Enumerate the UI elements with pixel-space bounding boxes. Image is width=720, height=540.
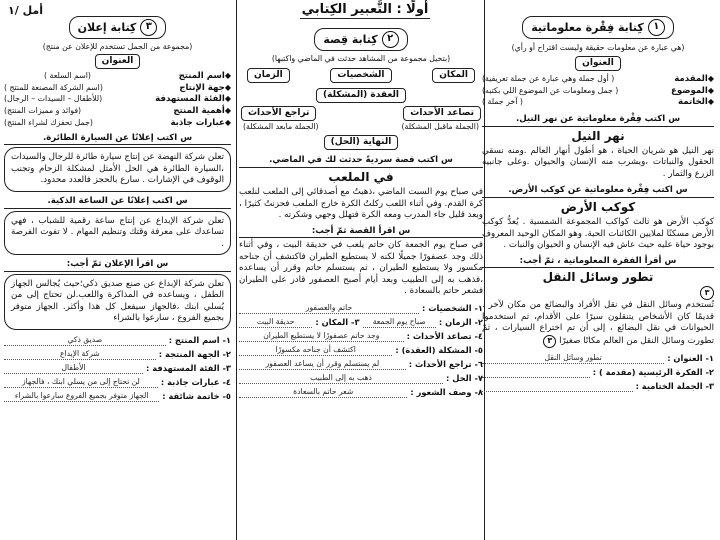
address-box: العنوان — [575, 56, 621, 71]
falling-note: (الجملة مابعد المشكلة) — [243, 122, 319, 132]
part-desc-producer: (اسم الشركة المصنعة للمنتج ) — [4, 82, 103, 92]
answer-label: ٢- الزمان : — [438, 317, 483, 328]
answer-label: ١- العنوان : — [667, 353, 714, 364]
info-paragraph-column — [478, 0, 720, 540]
read-story-paragraph: في صباح يوم الجمعة كان حاتم يلعب في حديقة البيت ، وفي أثناء ذلك وجد عصفورًا جميلًا لكنه لا يستطيع الطيران فاكتشف أن جناحه مكسور ولا يستطيع الطيران ، ثم يستسلم حاتم وقرر أن يساعده ،فذهب به إلى الطبيب وبعد أيام أصبح العصفور قادر على الطيران فشعر حاتم بالسعادة . — [239, 240, 483, 297]
story-ending: النهاية (الحل) — [324, 135, 399, 150]
answer-field[interactable]: صباح يوم الجمعة — [363, 317, 436, 328]
answer-field[interactable]: لن تحتاج إلى من يسلي ابنك ، فالجهاز — [4, 377, 158, 388]
section-number: ٢ — [382, 31, 399, 48]
flying-car-ad: تعلن شركة النهضة عن إنتاج سيارة طائرة للرجال والسيدات ،السيارة الطائرة هي الحل الأمثل لمشكلة الزحام وتجنب الوقوف في الإشارات . سارع بالحجز فالعدد محدود. — [4, 147, 231, 191]
answer-label: ٥- خاتمة شائقة : — [162, 391, 231, 402]
part-label-product: ◆اسم المنتج — [178, 70, 231, 81]
answer-label: ٦- تراجع الأحداث : — [408, 359, 483, 370]
answer-field[interactable]: الأطفال — [4, 363, 143, 374]
answer-field[interactable]: وجد حاتم عصفورًا لا يستطيع الطيران — [239, 331, 404, 342]
answer-field[interactable]: شعر حاتم بالسعادة — [239, 387, 407, 398]
part-desc-product: (اسم السلعة ) — [44, 70, 91, 80]
part-label-conclusion: ◆الخاتمة — [678, 97, 714, 108]
part-desc-intro: ( أول جملة وهي عبارة عن جملة تعريفية) — [482, 73, 615, 83]
question-smartwatch: س اكتب إعلانًا عن الساعة الذكية. — [4, 196, 231, 209]
earth-heading: كوكب الأرض — [560, 200, 636, 215]
question-story: س اكتب قصة سرديةً حدثت لك في الماضي. — [239, 155, 483, 168]
question-read-ad: س اقرأ الإعلان ثمّ أجب: — [4, 259, 231, 272]
answer-label: ٣- الجملة الختامية : — [635, 381, 714, 392]
part-desc-topic: ( جمل ومعلومات عن الموضوع اللي بكتبه) — [482, 85, 619, 95]
rising-note: (الجملة ماقبل المشكلة) — [401, 122, 479, 132]
smartwatch-ad: تعلن شركة الإبداع عن إنتاج ساعة رقمية للشباب ، فهي تساعدك على معرفة وقتك وتنظيم المهام . لا تفوت الفرصة . — [4, 211, 231, 255]
part-label-intro: ◆المقدمة — [674, 73, 714, 84]
story-knot: العقدة (المشكلة) — [316, 88, 406, 103]
element-time: الزمان — [247, 68, 290, 83]
transport-end-marker: ٣ — [543, 335, 556, 348]
answer-label: ٤- عبارات جاذبة : — [160, 377, 231, 388]
part-desc-phrases: (جمل تحفزك لشراء المنتج) — [4, 117, 93, 127]
corner-label: أمل /١ — [8, 4, 43, 17]
section-number: ١ — [648, 19, 665, 36]
answer-label: ٨- وصف الشعور : — [410, 387, 483, 398]
section-number: ٣ — [140, 19, 157, 36]
earth-paragraph: كوكب الأرض هو ثالث كواكب المجموعة الشمسية . يُعدُّ كوكب الأرض مسكنًا لملايين الكائنات الحية. وهو المكان الوحيد المعروف بوجود حياة عليه حيث عاش فيه الإنسان و الحيوان والنبات . — [482, 217, 714, 251]
part-label-topic: ◆الموضوع — [670, 85, 714, 96]
main-title: أولًا : التَّعبير الكِتابي — [300, 2, 430, 19]
story-title-text: كِتابة قِصة — [323, 32, 378, 46]
answer-label: ١- اسم المنتج : — [168, 335, 231, 346]
info-paragraph-title — [522, 16, 674, 39]
falling-events: تراجع الأحداث — [241, 106, 316, 121]
story-title — [314, 28, 407, 51]
answer-label: ١- الشخصيات : — [421, 303, 483, 314]
transport-paragraph-text: تُستخدم وسائل النقل في نقل الأفراد والبضائع من مكان لآخر . قديمًا كان الأشخاص يتنقلون سيرًا على الأقدام، ثم استخدموا الحيوانات في نقل البضائع ، إلى أن تم اختراع السيارات ، ثمّ تطورت وسائل النقل من العالم مكانًا صغيرًا — [482, 300, 714, 346]
part-desc-importance: (فوائد و مميزات المنتج) — [4, 106, 82, 116]
question-nile: س اكتب فِقْرة معلوماتية عن نهر النيل. — [482, 114, 714, 127]
advert-title-text: كِتابة إعلان — [77, 20, 137, 34]
part-label-audience: ◆الفئة المستهدفة — [155, 94, 231, 105]
answer-field[interactable]: حديقة البيت — [239, 317, 312, 328]
answer-field[interactable] — [482, 367, 590, 378]
address-box: العنوان — [95, 54, 141, 69]
answer-label: ٤- تصاعد الأحداث : — [406, 331, 483, 342]
answer-label: ٥- المشكلة (العقدة) : — [395, 345, 483, 356]
answer-field[interactable]: حاتم والعصفور — [239, 303, 419, 314]
question-flying-car: س اكتب إعلانًا عن السيارة الطائرة. — [4, 133, 231, 146]
advert-title — [69, 16, 167, 39]
story-heading: في الملعب — [328, 170, 394, 185]
part-desc-conclusion: ( آخر جملة ) — [482, 97, 523, 107]
answer-label: ٣- الفئة المستهدفة : — [146, 363, 231, 374]
advert-column — [0, 0, 235, 540]
answer-field[interactable]: تطور وسائل النقل — [482, 353, 664, 364]
story-column — [235, 0, 487, 540]
story-definition: (بتخيل مجموعة من المشاهد حدثت في الماضي واكتبها) — [271, 54, 451, 63]
info-paragraph-title-text: كِتابة فِقْرة معلوماتية — [531, 20, 644, 34]
transport-heading: تطور وسائل النقل — [542, 270, 654, 285]
answer-label: ٢- الجهة المنتجة : — [158, 349, 231, 360]
smart-friend-ad: تعلن شركة الإبداع عن صنع صديق ذكي؛حيث يُجالس الجهاز الطفل ، ويساعده في المذاكرة واللعب.لن تحتاج إلى من يُسلي ابنك ،فالجهاز سيفعل كل هذا وأكثر. الجهاز متوفر بجميع الفروع ، سارعوا بالشراء — [4, 274, 231, 330]
question-earth: س اكتب فِقْرة معلوماتية عن كوكب الأرض. — [482, 185, 714, 198]
answer-field[interactable]: شركة الإبداع — [4, 349, 156, 360]
answer-field[interactable]: لم يستسلم وقرر أن يساعد العصفور — [239, 359, 406, 370]
rising-events: تصاعد الأحداث — [403, 106, 481, 121]
question-read-story: س اقرأ القصة ثمّ أجب: — [239, 226, 483, 239]
question-transport: س أقرأ الفقرة المعلوماتية ، ثمّ أجب: — [482, 256, 714, 269]
nile-paragraph: نهر النيل هو شريان الحياة ، هو أطول أنهار العالم .ومنه نسقي الحقول والنباتات ،ويشرب منه الإنسان والحيوان .وعلى جانبيه الزرع والثمار . — [482, 145, 714, 179]
answer-label: ٢- الفكرة الرئيسية (مقدمة ) : — [592, 367, 714, 378]
part-desc-audience: (للأطفال – السيدات – الرجال) — [4, 94, 103, 104]
element-place: المكان — [432, 68, 475, 83]
info-definition: (هي عبارة عن معلومات حقيقة وليست اقتراح أو رأي) — [511, 43, 685, 52]
answer-field[interactable]: صديق ذكي — [4, 335, 166, 346]
answer-label: ٣- المكان : — [315, 317, 360, 328]
transport-paragraph — [482, 300, 714, 347]
answer-label: ٧- الحل : — [446, 373, 483, 384]
answer-field[interactable]: الجهاز متوفر بجميع الفروع سارعوا بالشراء — [4, 391, 159, 402]
part-label-producer: ◆جهة الإنتاج — [179, 82, 231, 93]
answer-field[interactable]: اكتشف أن جناحه مكسورًا — [239, 345, 392, 356]
nile-heading: نهر النيل — [571, 128, 625, 143]
transport-marker: ٣ — [700, 286, 714, 300]
story-paragraph: في صباح يوم السبت الماضي ،ذهبتُ مع أصدقائي إلى الملعب لنلعب كرة القدم. وفي أثناء اللعب ركلتُ الكرة خارج الملعب فحزنتُ كثيرًا ، وبعد قليل جاء المدرب ومعه الكرة فتهلل وجهي وشكرته . — [239, 187, 483, 221]
part-label-phrases: ◆عبارات جاذبة — [170, 117, 231, 128]
element-characters: الشخصيات — [330, 68, 391, 83]
part-label-importance: ◆أهمية المنتج — [173, 106, 231, 117]
answer-field[interactable]: ذهب به إلى الطبيب — [239, 373, 443, 384]
answer-field[interactable] — [482, 381, 633, 392]
advert-definition: (مجموعة من الجمل تستخدم للإعلان عن منتج) — [42, 42, 193, 51]
